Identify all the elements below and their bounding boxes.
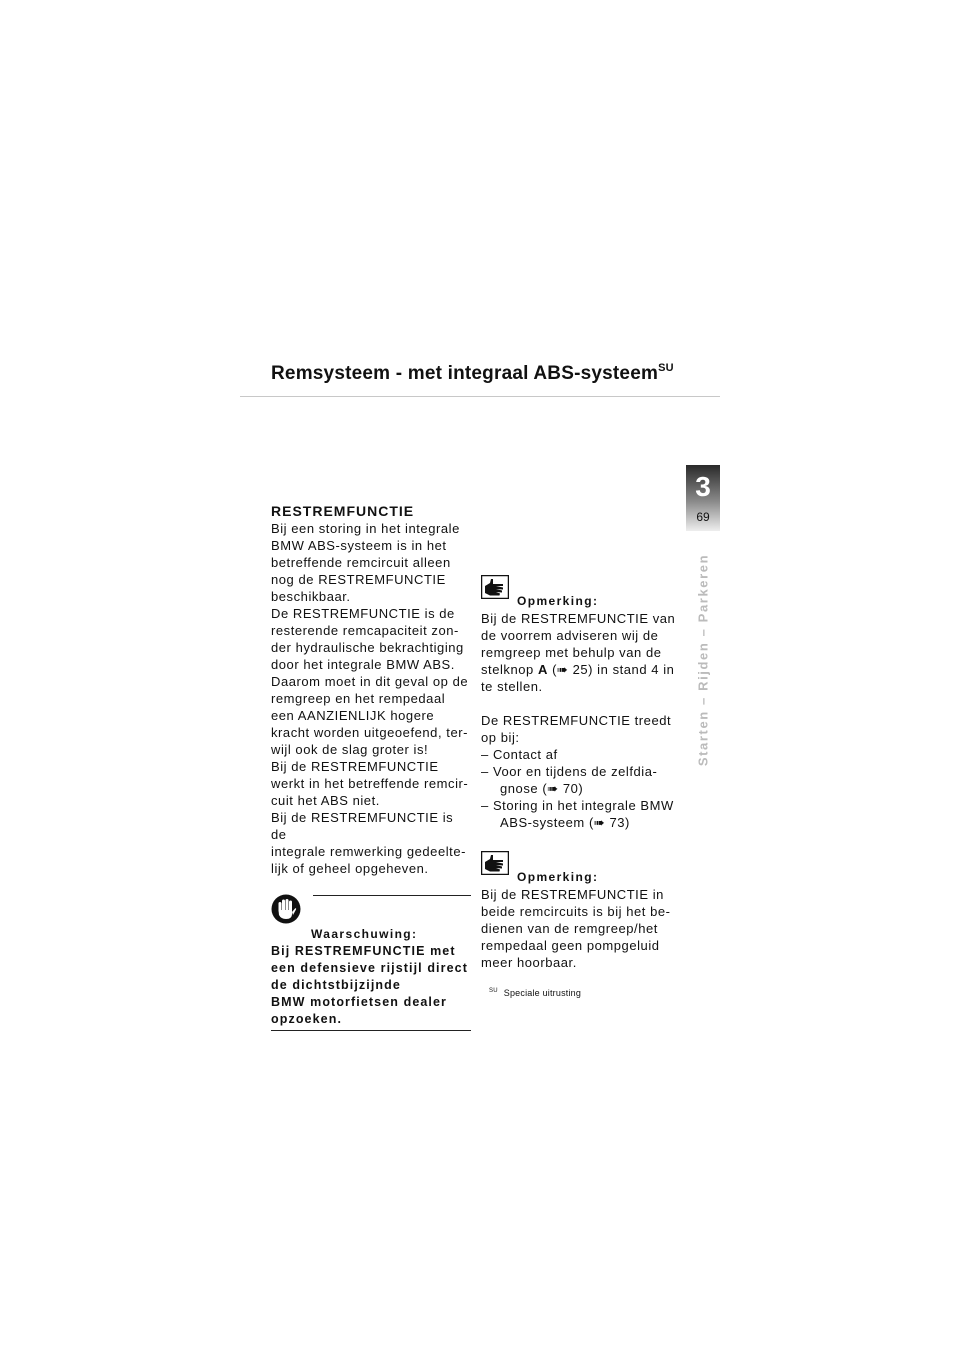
warning-title: Waarschuwing: [311, 927, 418, 941]
warning-line: opzoeken. [271, 1012, 343, 1026]
body-line: der hydraulische bekrachtiging [271, 640, 464, 655]
note-line: de voorrem adviseren wij de [481, 628, 659, 643]
list-item: – Storing in het integrale BMW ABS-systeem (➠ 73) [481, 798, 674, 830]
note-line: te stellen. [481, 679, 543, 694]
list-item: – Voor en tijdens de zelfdia- gnose (➠ 70) [481, 764, 658, 796]
note-line [481, 661, 679, 678]
note-line: dienen van de remgreep/het [481, 921, 658, 936]
body-line: beschikbaar. [271, 589, 351, 604]
hand-stop-icon [271, 894, 301, 924]
warning-box [271, 894, 471, 1031]
note-line: remgreep met behulp van de [481, 645, 662, 660]
body-line: werkt in het betreffende remcir- [271, 776, 469, 791]
chapter-number: 3 [695, 471, 711, 502]
page-title-text: Remsysteem - met integraal ABS-systeem [271, 363, 659, 384]
note-line: meer hoorbaar. [481, 955, 577, 970]
warning-line: een defensieve rijstijl direct [271, 961, 468, 975]
page-title [271, 362, 674, 385]
warning-bottom-rule [271, 1030, 471, 1031]
body-line: een AANZIENLIJK hogere [271, 708, 435, 723]
body-line: kracht worden uitgeoefend, ter- [271, 725, 468, 740]
warning-line: BMW motorfietsen dealer [271, 995, 448, 1009]
note-box-2 [481, 851, 679, 886]
note-hand-icon [481, 851, 509, 875]
trigger-line: De RESTREMFUNCTIE treedt [481, 713, 672, 728]
note-line-text: (➠ 25) in stand 4 in [547, 662, 675, 677]
note-line: rempedaal geen pompgeluid [481, 938, 660, 953]
section-heading: RESTREMFUNCTIE [271, 503, 415, 519]
note-title: Opmerking: [517, 870, 599, 884]
page-number: 69 [696, 510, 710, 524]
spacer [481, 695, 679, 712]
body-line: door het integrale BMW ABS. [271, 657, 455, 672]
footnote-marker: SU [489, 988, 498, 994]
footnote-text: Speciale uitrusting [503, 988, 582, 998]
footnote [489, 988, 581, 998]
body-line: resterende remcapaciteit zon- [271, 623, 459, 638]
note-line: Bij de RESTREMFUNCTIE in [481, 887, 664, 902]
title-divider [240, 396, 720, 397]
body-line: Bij de RESTREMFUNCTIE is de [271, 810, 454, 842]
chapter-tab [686, 465, 720, 531]
body-line: lijk of geheel opgeheven. [271, 861, 429, 876]
warning-top-rule [313, 895, 471, 896]
trigger-line: op bij: [481, 730, 520, 745]
warning-line: de dichtstbijzijnde [271, 978, 401, 992]
note-title: Opmerking: [517, 594, 599, 608]
list-item: – Contact af [481, 747, 558, 762]
body-line: betreffende remcircuit alleen [271, 555, 451, 570]
right-column [481, 575, 679, 971]
left-column [271, 503, 471, 1031]
body-line: nog de RESTREMFUNCTIE [271, 572, 446, 587]
body-line: remgreep en het rempedaal [271, 691, 446, 706]
control-label: A [537, 662, 548, 677]
body-line: Daarom moet in dit geval op de [271, 674, 469, 689]
warning-line: Bij RESTREMFUNCTIE met [271, 944, 456, 958]
body-line: BMW ABS-systeem is in het [271, 538, 447, 553]
note-line: beide remcircuits is bij het be- [481, 904, 671, 919]
note-line: Bij de RESTREMFUNCTIE van [481, 611, 676, 626]
body-line: wijl ook de slag groter is! [271, 742, 429, 757]
note-box-1 [481, 575, 679, 610]
title-superscript: SU [658, 362, 674, 374]
body-line: Bij een storing in het integrale [271, 521, 460, 536]
body-line: integrale remwerking gedeelte- [271, 844, 466, 859]
body-line: De RESTREMFUNCTIE is de [271, 606, 455, 621]
note-hand-icon [481, 575, 509, 599]
note-line-text: stelknop [481, 662, 538, 677]
body-line: cuit het ABS niet. [271, 793, 380, 808]
chapter-side-label: Starten – Rijden – Parkeren [695, 553, 711, 767]
body-line: Bij de RESTREMFUNCTIE [271, 759, 439, 774]
